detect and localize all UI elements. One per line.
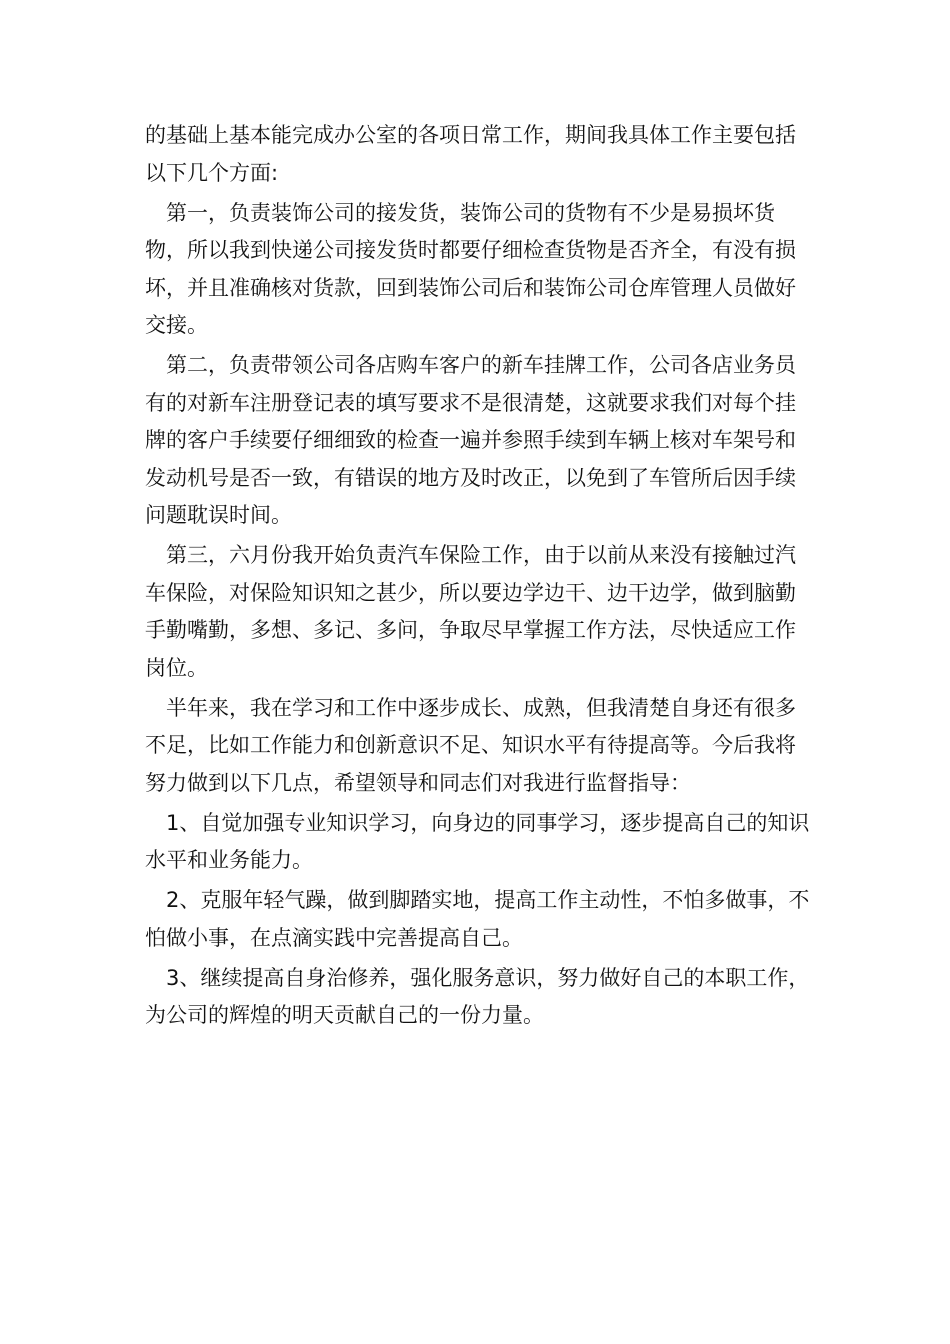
paragraph-point-1: 1、自觉加强专业知识学习，向身边的同事学习，逐步提高自己的知识水平和业务能力。: [145, 810, 810, 872]
paragraph-second: 第二，负责带领公司各店购车客户的新车挂牌工作，公司各店业务员有的对新车注册登记表的填写要求不是很清楚，这就要求我们对每个挂牌的客户手续要仔细细致的检查一遍并参照手续到车辆上核对车架号和发动机号是否一致，有错误的地方及时改正，以免到了车管所后因手续问题耽误时间。: [145, 353, 796, 527]
paragraph-first: 第一，负责装饰公司的接发货，装饰公司的货物有不少是易损坏货物，所以我到快递公司接发货时都要仔细检查货物是否齐全，有没有损坏，并且准确核对货款，回到装饰公司后和装饰公司仓库管理人员做好交接。: [145, 200, 796, 337]
paragraph-point-2: 2、克服年轻气躁，做到脚踏实地，提高工作主动性，不怕多做事，不怕做小事，在点滴实践中完善提高自己。: [145, 888, 810, 950]
document-body: [145, 117, 810, 1037]
paragraph-point-3: 3、继续提高自身治修养，强化服务意识，努力做好自己的本职工作，为公司的辉煌的明天贡献自己的一份力量。: [145, 965, 810, 1027]
paragraph-half-year: 半年来，我在学习和工作中逐步成长、成熟，但我清楚自身还有很多不足，比如工作能力和创新意识不足、知识水平有待提高等。今后我将努力做到以下几点，希望领导和同志们对我进行监督指导：: [145, 695, 796, 795]
paragraph-third: 第三，六月份我开始负责汽车保险工作，由于以前从来没有接触过汽车保险，对保险知识知之甚少，所以要边学边干、边干边学，做到脑勤手勤嘴勤，多想、多记、多问，争取尽早掌握工作方法，尽快适应工作岗位。: [145, 543, 796, 680]
paragraph-intro: 的基础上基本能完成办公室的各项日常工作，期间我具体工作主要包括以下几个方面:: [145, 123, 796, 185]
